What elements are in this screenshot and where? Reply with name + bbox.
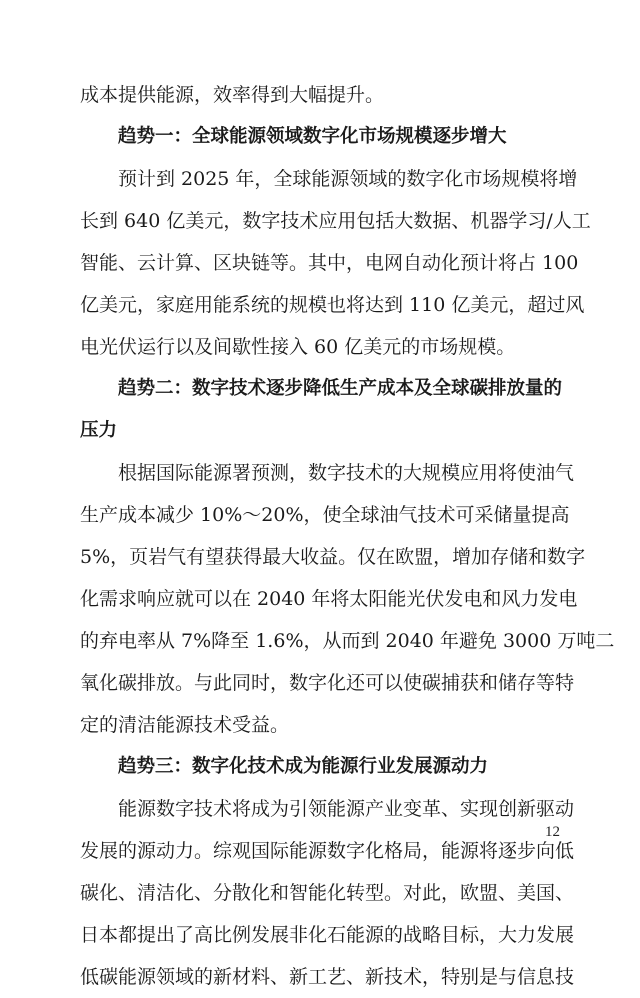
body-line: 电光伏运行以及间歇性接入 60 亿美元的市场规模。 (80, 336, 516, 358)
body-line: 5%，页岩气有望获得最大收益。仅在欧盟，增加存储和数字 (80, 546, 586, 568)
body-line: 能源数字技术将成为引领能源产业变革、实现创新驱动 (118, 798, 575, 820)
trend-two-heading-continued: 压力 (80, 420, 118, 441)
body-line: 定的清洁能源技术受益。 (80, 714, 290, 736)
document-body (80, 74, 615, 998)
body-line: 根据国际能源署预测，数字技术的大规模应用将使油气 (118, 462, 575, 484)
body-line: 化需求响应就可以在 2040 年将太阳能光伏发电和风力发电 (80, 588, 578, 610)
body-line: 发展的源动力。综观国际能源数字化格局，能源将逐步向低 (80, 840, 575, 862)
body-line: 碳化、清洁化、分散化和智能化转型。对此，欧盟、美国、 (80, 882, 575, 904)
body-line: 成本提供能源，效率得到大幅提升。 (80, 84, 385, 106)
trend-two-heading: 趋势二：数字技术逐步降低生产成本及全球碳排放量的 (118, 378, 563, 399)
page-number: 12 (545, 824, 560, 840)
body-line: 长到 640 亿美元，数字技术应用包括大数据、机器学习/人工 (80, 210, 591, 232)
body-line: 的弃电率从 7%降至 1.6%，从而到 2040 年避免 3000 万吨二 (80, 630, 615, 652)
trend-one-heading: 趋势一：全球能源领域数字化市场规模逐步增大 (118, 126, 507, 147)
body-line: 生产成本减少 10%～20%，使全球油气技术可采储量提高 (80, 504, 570, 526)
body-line: 日本都提出了高比例发展非化石能源的战略目标，大力发展 (80, 924, 575, 946)
body-line: 预计到 2025 年，全球能源领域的数字化市场规模将增 (118, 168, 578, 190)
body-line: 智能、云计算、区块链等。其中，电网自动化预计将占 100 (80, 252, 579, 274)
body-line: 亿美元，家庭用能系统的规模也将达到 110 亿美元，超过风 (80, 294, 585, 316)
trend-three-heading: 趋势三：数字化技术成为能源行业发展源动力 (118, 756, 489, 777)
body-line: 低碳能源领域的新材料、新工艺、新技术，特别是与信息技 (80, 966, 575, 988)
body-line: 氧化碳排放。与此同时，数字化还可以使碳捕获和储存等特 (80, 672, 575, 694)
